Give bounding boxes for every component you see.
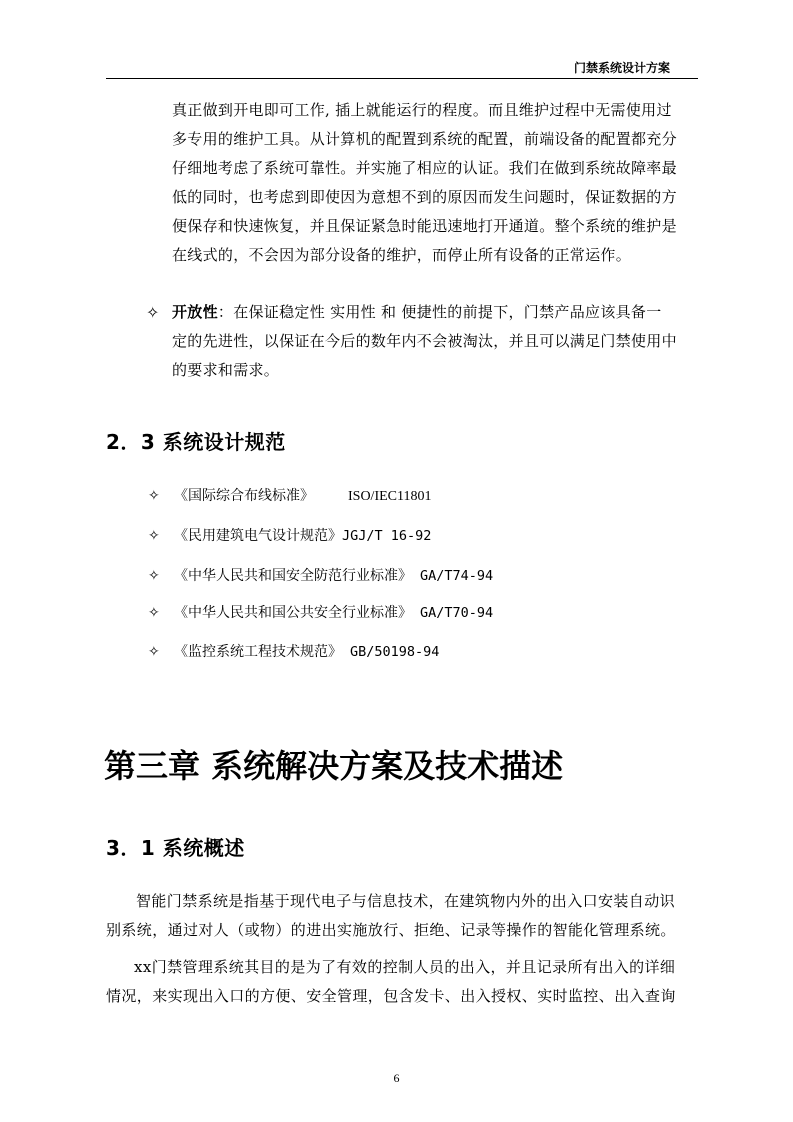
standard-item (148, 642, 439, 662)
text-line: 便保存和快速恢复，并且保证紧急时能迅速地打开通道。整个系统的维护是 (172, 217, 677, 235)
reliability-paragraph (172, 96, 707, 270)
text-line: 真正做到开电即可工作, 插上就能运行的程度。而且维护过程中无需使用过 (172, 101, 672, 119)
diamond-bullet-icon: ✧ (148, 528, 160, 544)
text-line: xx门禁管理系统其目的是为了有效的控制人员的出入，并且记录所有出入的详细 (134, 958, 676, 976)
standard-title: 《中华人民共和国公共安全行业标准》 (174, 605, 412, 621)
standard-code: GB/50198-94 (350, 644, 440, 660)
section-heading-3-1: 3．1 系统概述 (106, 836, 245, 860)
standard-item (148, 566, 493, 586)
overview-paragraph-1 (106, 887, 706, 945)
openness-first-line: ：在保证稳定性 实用性 和 便捷性的前提下，门禁产品应该具备一 (217, 303, 662, 321)
text-line (172, 298, 707, 327)
standard-code: GA/T74-94 (420, 568, 494, 584)
standard-code: JGJ/T 16-92 (342, 528, 432, 544)
text-line: 定的先进性，以保证在今后的数年内不会被淘汰，并且可以满足门禁使用中 (172, 332, 677, 350)
text-line: 智能门禁系统是指基于现代电子与信息技术，在建筑物内外的出入口安装自动识 (136, 892, 676, 910)
chapter-title: 第三章 系统解决方案及技术描述 (104, 747, 564, 785)
standard-code: ISO/IEC11801 (348, 489, 432, 504)
header-title: 门禁系统设计方案 (573, 61, 670, 75)
text-line: 多专用的维护工具。从计算机的配置到系统的配置，前端设备的配置都充分 (172, 130, 677, 148)
openness-paragraph (172, 298, 707, 385)
text-line: 别系统，通过对人（或物）的进出实施放行、拒绝、记录等操作的智能化管理系统。 (106, 921, 676, 939)
diamond-bullet-icon: ✧ (148, 605, 160, 621)
text-line: 仔细地考虑了系统可靠性。并实施了相应的认证。我们在做到系统故障率最 (172, 159, 677, 177)
text-line: 在线式的，不会因为部分设备的维护，而停止所有设备的正常运作。 (172, 246, 632, 264)
text-line: 的要求和需求。 (172, 361, 280, 379)
text-line: 低的同时，也考虑到即使因为意想不到的原因而发生问题时，保证数据的方 (172, 188, 677, 206)
standard-title: 《监控系统工程技术规范》 (174, 644, 342, 660)
diamond-bullet-icon: ✧ (146, 303, 160, 322)
diamond-bullet-icon: ✧ (148, 568, 160, 584)
page-number: 6 (393, 1071, 400, 1085)
diamond-bullet-icon: ✧ (148, 488, 160, 504)
standard-title: 《民用建筑电气设计规范》 (174, 528, 342, 544)
overview-paragraph-2 (106, 953, 706, 1011)
standard-title: 《国际综合布线标准》 (174, 488, 314, 504)
page-header (106, 62, 698, 79)
openness-label: 开放性 (172, 303, 218, 321)
standard-item (148, 486, 431, 506)
standard-item (148, 603, 493, 623)
standard-item (148, 526, 431, 546)
diamond-bullet-icon: ✧ (148, 644, 160, 660)
standard-title: 《中华人民共和国安全防范行业标准》 (174, 568, 412, 584)
standard-code: GA/T70-94 (420, 605, 494, 621)
text-line: 情况，来实现出入口的方便、安全管理，包含发卡、出入授权、实时监控、出入查询 (106, 987, 676, 1005)
section-heading-2-3: 2．3 系统设计规范 (106, 430, 286, 454)
